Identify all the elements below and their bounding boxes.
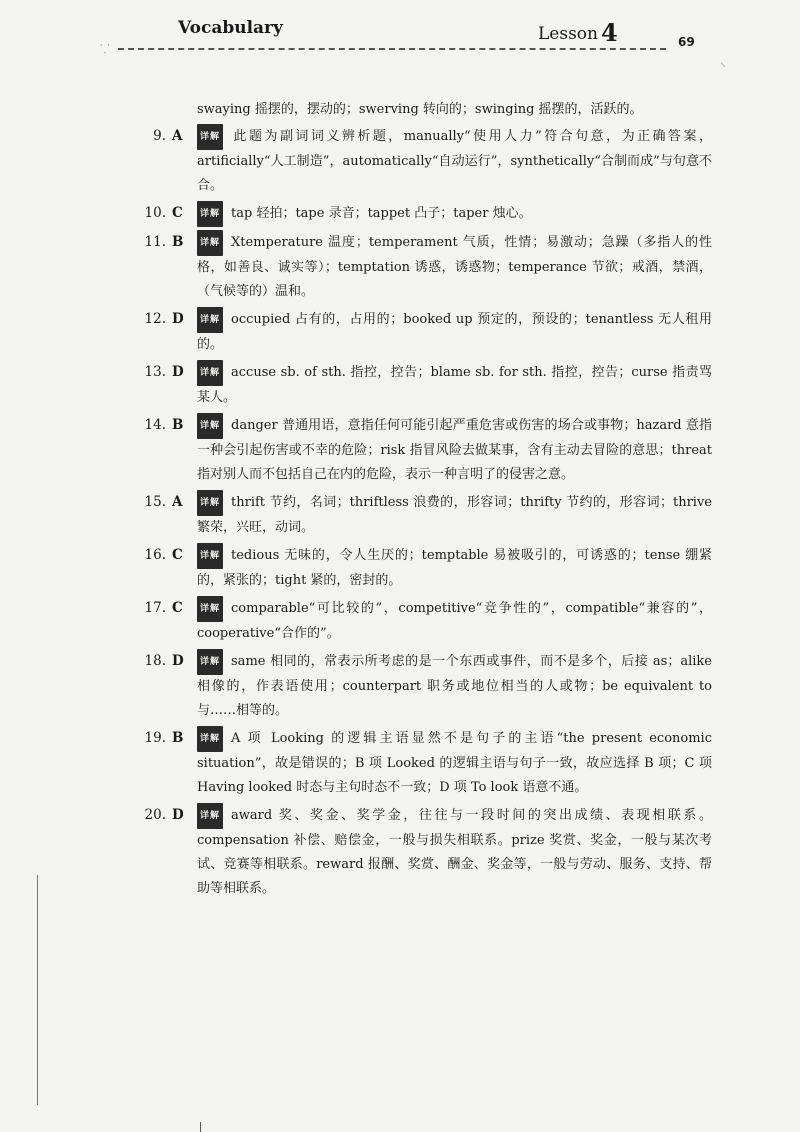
answer-letter: A (172, 494, 183, 510)
explanation-body: occupied 占有的，占用的；booked up 预定的，预设的；tenantless 无人租用的。 (197, 312, 712, 352)
explanation-text (197, 543, 712, 593)
explanation-body: tedious 无味的，令人生厌的；temptable 易被吸引的，可诱惑的；tense 绷紧的，紧张的；tight 紧的，密封的。 (197, 548, 712, 588)
explanation-text (197, 201, 712, 227)
answer-entry (140, 649, 712, 723)
lesson-label: Lesson (538, 24, 598, 44)
scan-smudge: ⸌ (720, 60, 727, 74)
question-number: 11. (144, 234, 166, 250)
running-header-title: Vocabulary (178, 18, 283, 38)
explanation-badge: 详解 (197, 543, 223, 569)
explanation-body: comparable“可比较的”，competitive“竞争性的”，compatible“兼容的”，cooperative“合作的”。 (197, 601, 712, 641)
answer-letter: B (172, 234, 184, 250)
answer-letter: D (172, 364, 184, 380)
scan-smudge: ⸪ (100, 42, 110, 56)
answer-entry (140, 543, 712, 593)
continued-text: swaying 摇摆的，摆动的；swerving 转向的；swinging 摇摆的，活跃的。 (197, 102, 643, 117)
question-number: 14. (144, 417, 166, 433)
page-number: 69 (678, 35, 695, 49)
explanation-text (197, 726, 712, 800)
question-number: 9. (153, 128, 166, 144)
explanation-body: same 相同的，常表示所考虑的是一个东西或事件，而不是多个，后接 as；alike 相像的，作表语使用；counterpart 职务或地位相当的人或物；be equivalent to 与……相等的。 (197, 654, 712, 718)
answer-letter: C (172, 600, 183, 616)
answer-letter: C (172, 547, 183, 563)
explanation-text (197, 124, 712, 198)
answer-entry (140, 726, 712, 800)
explanation-body: danger 普通用语，意指任何可能引起严重危害或伤害的场合或事物；hazard 意指一种会引起伤害或不幸的危险；risk 指冒风险去做某事，含有主动去冒险的意思；threat 指对别人而不包括自己在内的危险，表示一种言明了的侵害之意。 (197, 418, 712, 482)
running-header-lesson (538, 18, 618, 47)
explanation-text (197, 803, 712, 901)
answer-letter: C (172, 205, 183, 221)
answer-entry (140, 230, 712, 304)
explanation-body: accuse sb. of sth. 指控，控告；blame sb. for sth. 指控，控告；curse 指责骂某人。 (197, 365, 712, 405)
answer-letter: A (172, 128, 183, 144)
explanation-text (197, 307, 712, 357)
answer-letter: D (172, 807, 184, 823)
explanation-body: award 奖、奖金、奖学金，往往与一段时间的突出成绩、表现相联系。compensation 补偿、赔偿金，一般与损失相联系。prize 奖赏、奖金，一般与某次考试、竞赛等相联系。reward 报酬、奖赏、酬金、奖金等，一般与劳动、服务、支持、帮助等相联系。 (197, 808, 712, 896)
entry-list (140, 124, 712, 901)
explanation-text (197, 596, 712, 646)
answer-letter: B (172, 730, 184, 746)
answer-letter: D (172, 653, 184, 669)
answer-entry (140, 413, 712, 487)
answer-entry (140, 803, 712, 901)
scan-tick (200, 1122, 201, 1132)
explanation-badge: 详解 (197, 490, 223, 516)
question-number: 10. (144, 205, 166, 221)
answer-entry (140, 596, 712, 646)
explanation-badge: 详解 (197, 124, 223, 150)
explanation-text (197, 413, 712, 487)
question-number: 18. (144, 653, 166, 669)
explanation-text (197, 360, 712, 410)
explanation-badge: 详解 (197, 726, 223, 752)
explanation-body: thrift 节约，名词；thriftless 浪费的，形容词；thrifty 节约的，形容词；thrive 繁荣，兴旺，动词。 (197, 495, 712, 535)
explanation-body: 此题为副词词义辨析题，manually“使用人力”符合句意，为正确答案，artificially“人工制造”，automatically“自动运行”，synthetically“合制而成”与句意不合。 (197, 129, 712, 193)
lesson-number: 4 (600, 18, 618, 47)
question-number: 13. (144, 364, 166, 380)
explanation-badge: 详解 (197, 230, 223, 256)
question-number: 16. (144, 547, 166, 563)
question-number: 15. (144, 494, 166, 510)
answer-entry (140, 201, 712, 227)
answer-entry (140, 360, 712, 410)
explanation-body: tap 轻拍；tape 录音；tappet 凸子；taper 烛心。 (231, 206, 532, 221)
explanation-badge: 详解 (197, 649, 223, 675)
explanation-badge: 详解 (197, 360, 223, 386)
explanation-badge: 详解 (197, 596, 223, 622)
explanation-badge: 详解 (197, 201, 223, 227)
answer-letter: B (172, 417, 184, 433)
answer-entry (140, 124, 712, 198)
explanation-text (197, 230, 712, 304)
explanation-body: A 项 Looking 的逻辑主语显然不是句子的主语“the present economic situation”，故是错误的；B 项 Looked 的逻辑主语与句子一致，故应选择 B 项；C 项 Having looked 时态与主句时态不一致；D 项 To look 语意不通。 (197, 731, 712, 795)
answer-letter: D (172, 311, 184, 327)
explanation-badge: 详解 (197, 803, 223, 829)
answer-entry (140, 307, 712, 357)
answer-entry (140, 490, 712, 540)
answer-explanations (140, 98, 712, 904)
explanation-badge: 详解 (197, 307, 223, 333)
header-dashed-rule (118, 48, 666, 50)
question-number: 19. (144, 730, 166, 746)
question-number: 20. (144, 807, 166, 823)
explanation-badge: 详解 (197, 413, 223, 439)
scan-margin-line (37, 875, 38, 1105)
explanation-text (197, 649, 712, 723)
question-number: 12. (144, 311, 166, 327)
question-number: 17. (144, 600, 166, 616)
explanation-body: Xtemperature 温度；temperament 气质，性情；易激动；急躁（多指人的性格，如善良、诚实等）；temptation 诱惑，诱惑物；temperance 节欲；戒酒，禁酒，（气候等的）温和。 (197, 235, 712, 299)
explanation-text (197, 490, 712, 540)
